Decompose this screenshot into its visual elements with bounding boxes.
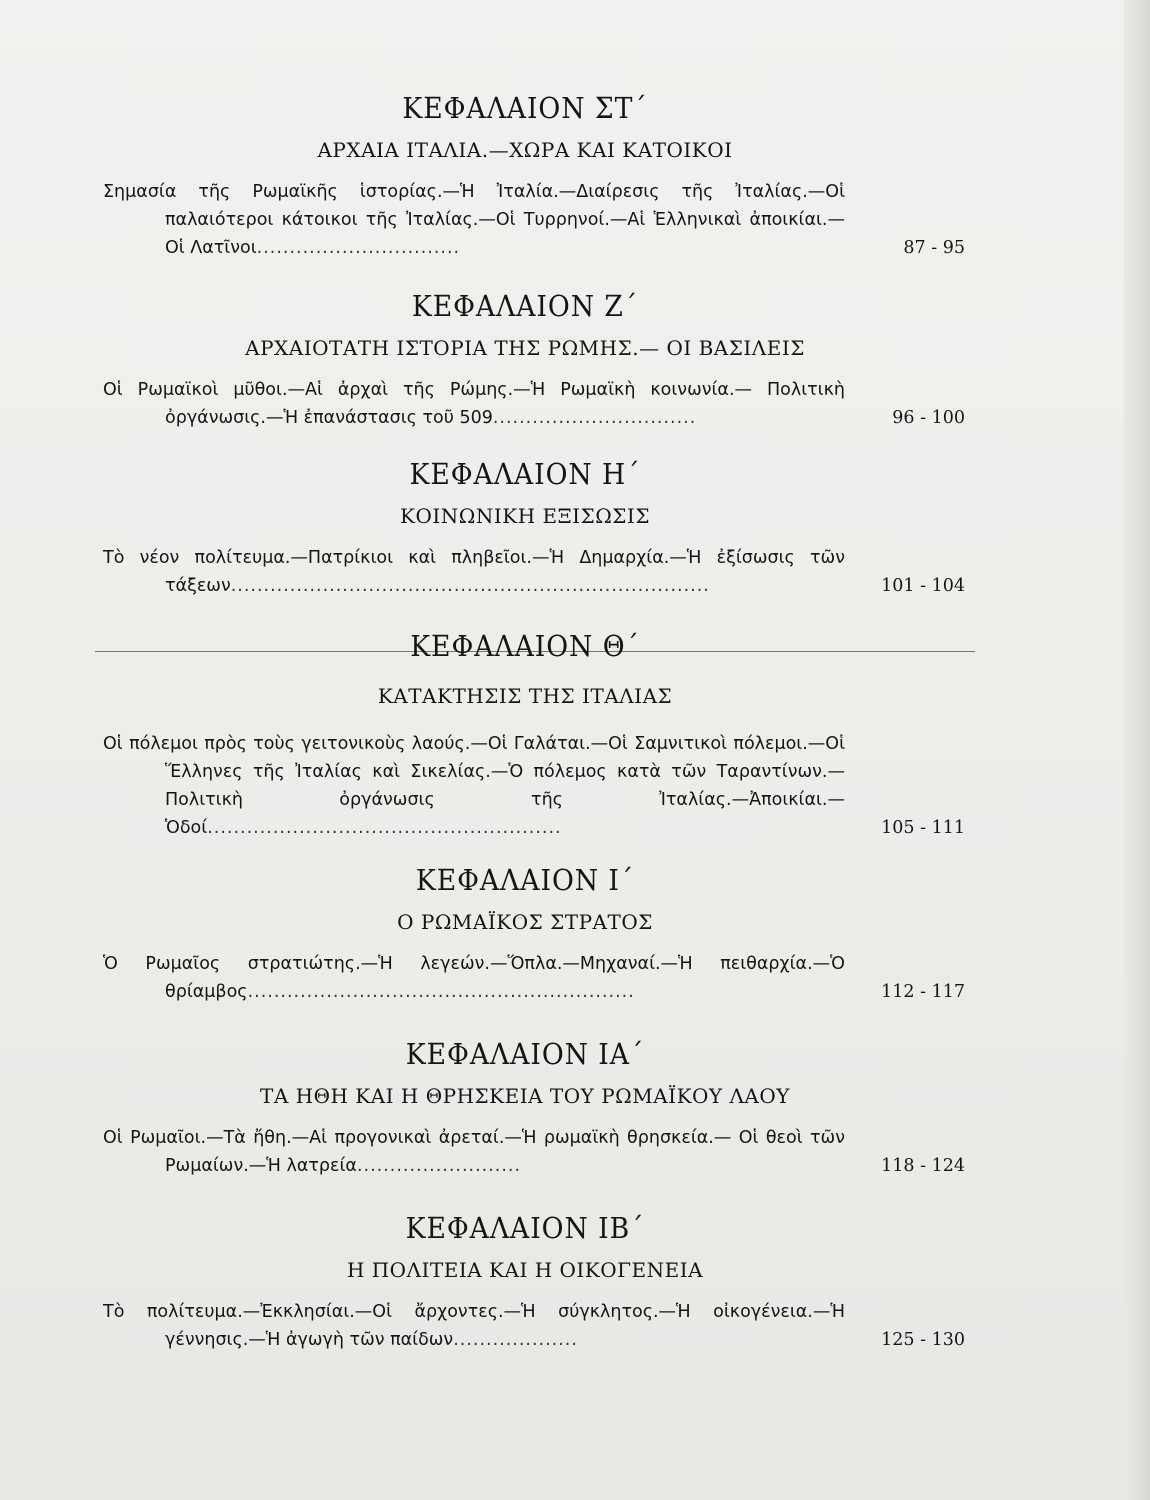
toc-entry bbox=[85, 730, 965, 842]
chapter-subtitle: ΚΟΙΝΩΝΙΚΗ ΕΞΙΣΩΣΙΣ bbox=[400, 504, 650, 528]
leader-dots: ......................................................................... bbox=[230, 576, 710, 596]
entry-text: Τὸ πολίτευμα.—Ἐκκλησίαι.—Οἱ ἄρχοντες.—Ἡ σύγκλητος.—Ἡ οἰκογένεια.—Ἡ γέννησις.—Ἡ ἀγωγὴ τῶν παίδων bbox=[103, 1302, 845, 1350]
chapter-title: ΚΕΦΑΛΑΙΟΝ ΙΑ΄ bbox=[405, 1037, 645, 1071]
chapter-title: ΚΕΦΑΛΑΙΟΝ Ι΄ bbox=[415, 863, 635, 897]
chapter-title: ΚΕΦΑΛΑΙΟΝ Θ΄ bbox=[410, 629, 640, 663]
page-range: 96 - 100 bbox=[892, 408, 965, 428]
page-range: 125 - 130 bbox=[881, 1330, 965, 1350]
chapter-subtitle: Ο ΡΩΜΑΪΚΟΣ ΣΤΡΑΤΟΣ bbox=[397, 910, 653, 934]
leader-dots: ........................................................... bbox=[247, 982, 635, 1002]
entry-text: Ὁ Ρωμαῖος στρατιώτης.—Ἡ λεγεών.—Ὅπλα.—Μηχαναί.—Ἡ πειθαρχία.—Ὁ θρίαμβος bbox=[103, 954, 845, 1002]
toc-entry bbox=[85, 178, 965, 262]
page-range: 87 - 95 bbox=[903, 238, 965, 258]
page-range: 101 - 104 bbox=[881, 576, 965, 596]
chapter-12 bbox=[85, 1210, 965, 1354]
chapter-title: ΚΕΦΑΛΑΙΟΝ ΙΒ΄ bbox=[405, 1211, 645, 1245]
page-range: 105 - 111 bbox=[881, 818, 965, 838]
chapter-subtitle: ΑΡΧΑΙΑ ΙΤΑΛΙΑ.—ΧΩΡΑ ΚΑΙ ΚΑΤΟΙΚΟΙ bbox=[317, 138, 733, 162]
entry-text: Τὸ νέον πολίτευμα.—Πατρίκιοι καὶ πληβεῖοι.—Ἡ Δημαρχία.—Ἡ ἐξίσωσις τῶν τάξεων bbox=[103, 548, 845, 596]
page-range: 118 - 124 bbox=[881, 1156, 965, 1176]
entry-text: Οἱ Ρωμαῖοι.—Τὰ ἤθη.—Αἱ προγονικαὶ ἀρεταί.—Ἡ ρωμαϊκὴ θρησκεία.— Οἱ θεοὶ τῶν Ρωμαίων.—Ἡ λατρεία bbox=[103, 1128, 845, 1176]
entry-text: Οἱ πόλεμοι πρὸς τοὺς γειτονικοὺς λαούς.—Οἱ Γαλάται.—Οἱ Σαμνιτικοὶ πόλεμοι.—Οἱ Ἕλληνες τῆς Ἰταλίας καὶ Σικελίας.—Ὁ πόλεμος κατὰ τῶν Ταραντίνων.—Πολιτικὴ ὀργάνωσις τῆς Ἰταλίας.—Ἀποικίαι.—Ὁδοί bbox=[103, 734, 845, 838]
leader-dots: ................... bbox=[453, 1330, 578, 1350]
entry-text: Οἱ Ρωμαϊκοὶ μῦθοι.—Αἱ ἀρχαὶ τῆς Ρώμης.—Ἡ Ρωμαϊκὴ κοινωνία.— Πολιτικὴ ὀργάνωσις.—Ἡ ἐπανάστασις τοῦ 509 bbox=[103, 380, 845, 428]
toc-entry bbox=[85, 1298, 965, 1354]
chapter-7 bbox=[85, 288, 965, 432]
chapter-11 bbox=[85, 1036, 965, 1180]
leader-dots: ............................... bbox=[492, 408, 697, 428]
toc-entry bbox=[85, 376, 965, 432]
chapter-title: ΚΕΦΑΛΑΙΟΝ Ζ΄ bbox=[411, 289, 639, 323]
chapter-title: ΚΕΦΑΛΑΙΟΝ ΣΤ΄ bbox=[402, 91, 648, 125]
toc-entry bbox=[85, 950, 965, 1006]
leader-dots: ......................... bbox=[356, 1156, 522, 1176]
leader-dots: ............................... bbox=[256, 238, 461, 258]
toc-entry bbox=[85, 544, 965, 600]
entry-text: Σημασία τῆς Ρωμαϊκῆς ἱστορίας.—Ἡ Ἰταλία.—Διαίρεσις τῆς Ἰταλίας.—Οἱ παλαιότεροι κάτοικοι τῆς Ἰταλίας.—Οἱ Τυρρηνοί.—Αἱ Ἑλληνικαὶ ἀποικίαι.—Οἱ Λατῖνοι bbox=[103, 182, 845, 258]
chapter-subtitle: ΤΑ ΗΘΗ ΚΑΙ Η ΘΡΗΣΚΕΙΑ ΤΟΥ ΡΩΜΑΪΚΟΥ ΛΑΟΥ bbox=[260, 1084, 790, 1108]
chapter-subtitle: ΚΑΤΑΚΤΗΣΙΣ ΤΗΣ ΙΤΑΛΙΑΣ bbox=[377, 684, 673, 708]
page-range: 112 - 117 bbox=[881, 982, 965, 1002]
chapter-subtitle: ΑΡΧΑΙΟΤΑΤΗ ΙΣΤΟΡΙΑ ΤΗΣ ΡΩΜΗΣ.— ΟΙ ΒΑΣΙΛΕΙΣ bbox=[245, 336, 805, 360]
chapter-subtitle: Η ΠΟΛΙΤΕΙΑ ΚΑΙ Η ΟΙΚΟΓΕΝΕΙΑ bbox=[346, 1258, 704, 1282]
chapter-10 bbox=[85, 862, 965, 1006]
page-edge bbox=[1124, 0, 1150, 1500]
chapter-title: ΚΕΦΑΛΑΙΟΝ Η΄ bbox=[409, 457, 641, 491]
toc-entry bbox=[85, 1124, 965, 1180]
chapter-8 bbox=[85, 456, 965, 600]
chapter-6 bbox=[85, 90, 965, 262]
chapter-9 bbox=[85, 628, 965, 842]
leader-dots: ...................................................... bbox=[207, 818, 562, 838]
